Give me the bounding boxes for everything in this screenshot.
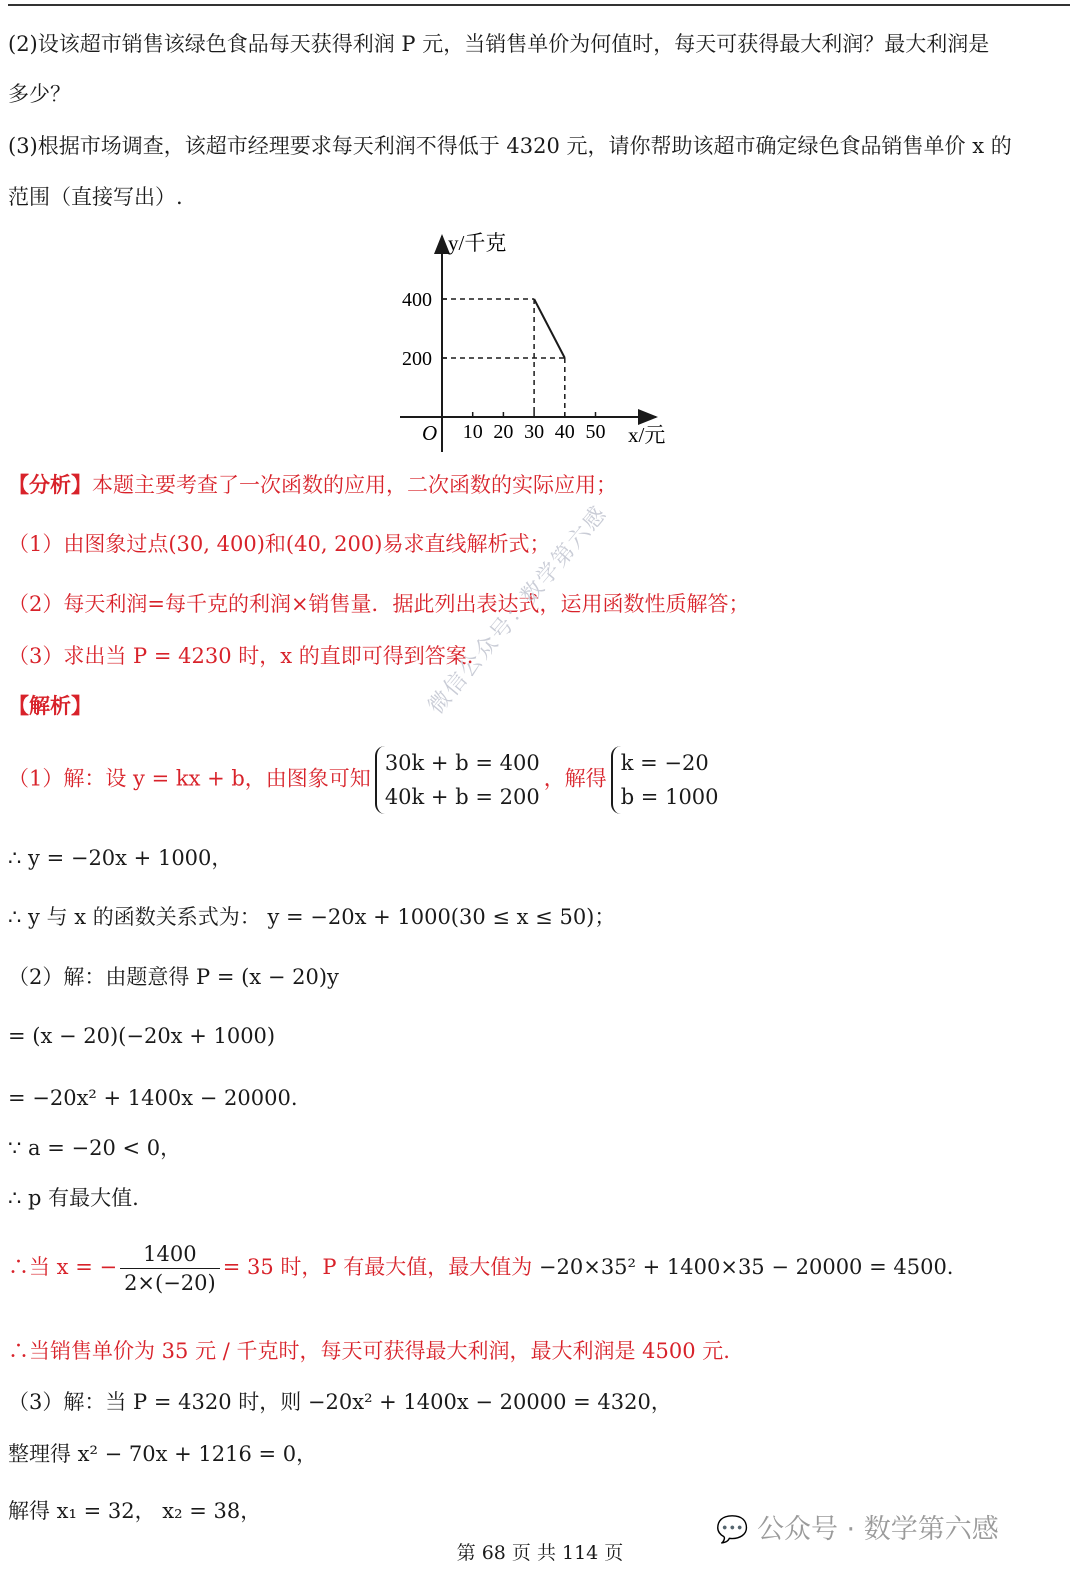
solution-2-step-3: = −20x² + 1400x − 20000. [8, 1086, 298, 1110]
solution-heading: 【解析】 [8, 693, 92, 718]
solution-2-step-5: ∴ p 有最大值. [8, 1186, 139, 1210]
brand-text: 公众号 · 数学第六感 [756, 1514, 999, 1545]
y-tick-label: 400 [402, 289, 432, 311]
function-graph [380, 222, 700, 458]
solution-1-prefix: （1）解：设 y = kx + b，由图象可知 [8, 766, 371, 791]
y-tick-label: 200 [402, 348, 432, 370]
question-2-line2: 多少？ [8, 82, 71, 106]
top-rule [8, 4, 1070, 6]
solution-1-system [8, 746, 723, 814]
max-expression: −20×35² + 1400×35 − 20000 = 4500. [538, 1255, 954, 1279]
result-k: k = −20 [620, 751, 709, 775]
result-b: b = 1000 [620, 785, 719, 809]
analysis-block [8, 471, 617, 499]
solution-2-step-4: ∵ a = −20 < 0， [8, 1136, 182, 1160]
x-tick-label: 50 [585, 421, 606, 443]
analysis-intro: 本题主要考查了一次函数的应用，二次函数的实际应用； [92, 473, 617, 497]
wechat-icon: 💬 [716, 1515, 749, 1545]
therefore-line-1: ∴ y = −20x + 1000， [8, 846, 233, 870]
y-axis-label: y/千克 [448, 231, 507, 255]
solution-3-step-2: 整理得 x² − 70x + 1216 = 0， [8, 1442, 318, 1466]
solution-2-intro: （2）解：由题意得 P = (x − 20)y [8, 965, 339, 989]
analysis-point-1: （1）由图象过点(30, 400)和(40, 200)易求直线解析式； [8, 532, 551, 556]
fraction-numerator: 1400 [120, 1240, 220, 1269]
x-tick-label: 20 [493, 421, 514, 443]
max-mid: = 35 时，P 有最大值，最大值为 [222, 1255, 533, 1279]
max-prefix: ∴当 x = − [8, 1255, 118, 1279]
x-tick-label: 40 [554, 421, 575, 443]
x-tick-label: 30 [524, 421, 545, 443]
solution-2-step-2: = (x − 20)(−20x + 1000) [8, 1024, 276, 1048]
equation-1: 30k + b = 400 [384, 751, 540, 775]
equation-system [375, 746, 540, 814]
solution-2-conclusion: ∴当销售单价为 35 元 / 千克时，每天可获得最大利润，最大利润是 4500 元. [8, 1339, 730, 1363]
watermark: 微信公众号：数学第六感 [423, 500, 613, 720]
solution-3-intro: （3）解：当 P = 4320 时，则 −20x² + 1400x − 20000 = 4320， [8, 1390, 672, 1414]
solution-3-step-3: 解得 x₁ = 32， x₂ = 38， [8, 1499, 262, 1523]
result-system [611, 746, 719, 814]
data-line [534, 299, 565, 358]
solution-1-mid: ，解得 [543, 766, 607, 791]
question-3-line2: 范围（直接写出）. [8, 185, 183, 209]
analysis-point-2: （2）每天利润=每千克的利润×销售量．据此列出表达式，运用函数性质解答； [8, 592, 750, 616]
fraction-denominator: 2×(−20) [124, 1271, 216, 1295]
vertex-fraction [120, 1240, 220, 1297]
x-axis-label: x/元 [628, 423, 666, 447]
question-3-line1: (3)根据市场调查，该超市经理要求每天利润不得低于 4320 元，请你帮助该超市确定绿色食品销售单价 x 的 [8, 134, 1012, 158]
therefore-line-2: ∴ y 与 x 的函数关系式为： y = −20x + 1000(30 ≤ x ≤ 50)； [8, 905, 616, 929]
question-2-line1: (2)设该超市销售该绿色食品每天获得利润 P 元，当销售单价为何值时，每天可获得最大利润？最大利润是 [8, 32, 990, 56]
page-footer: 第 68 页 共 114 页 [456, 1542, 624, 1564]
x-tick-label: 10 [462, 421, 483, 443]
analysis-heading: 【分析】 [8, 472, 92, 497]
origin-label: O [422, 421, 438, 445]
equation-2: 40k + b = 200 [384, 785, 540, 809]
solution-2-max-line [8, 1240, 953, 1297]
analysis-point-3: （3）求出当 P = 4230 时，x 的直即可得到答案. [8, 644, 474, 668]
